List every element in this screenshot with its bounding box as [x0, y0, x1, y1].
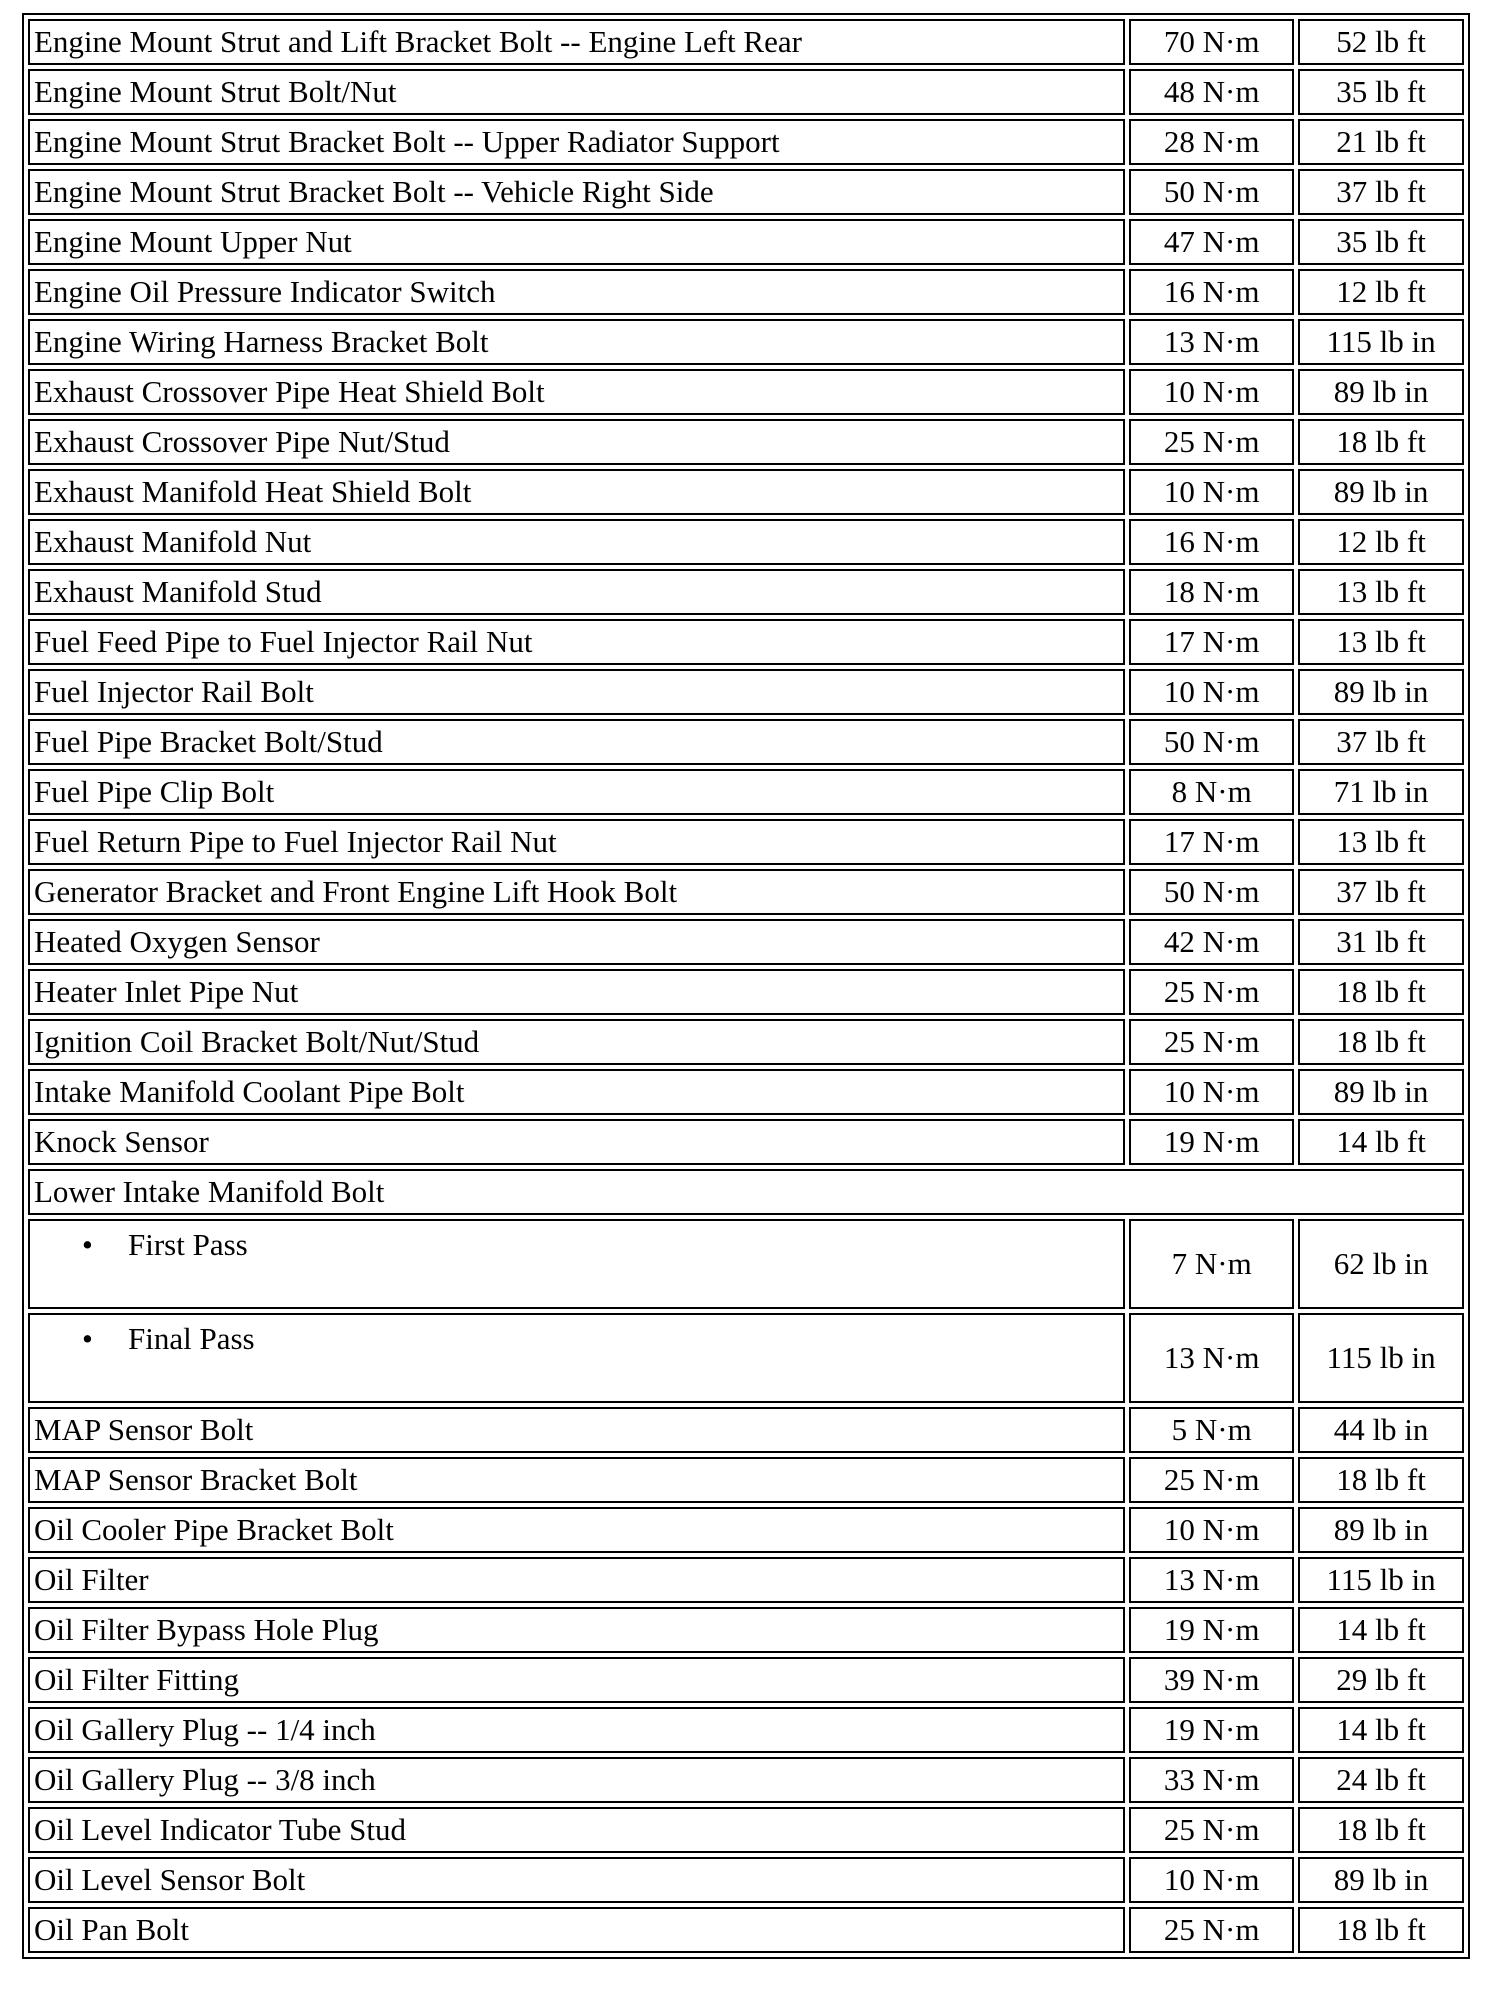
metric-torque: 10 N·m	[1129, 1069, 1294, 1115]
table-row	[28, 669, 1464, 715]
metric-torque: 50 N·m	[1129, 869, 1294, 915]
table-row	[28, 819, 1464, 865]
english-torque: 21 lb ft	[1298, 119, 1464, 165]
table-row	[28, 69, 1464, 115]
metric-torque: 10 N·m	[1129, 369, 1294, 415]
english-torque: 89 lb in	[1298, 369, 1464, 415]
pass-name: First Pass	[128, 1227, 248, 1262]
metric-torque: 10 N·m	[1129, 669, 1294, 715]
metric-torque: 13 N·m	[1129, 1557, 1294, 1603]
pass-name-cell	[28, 1313, 1125, 1403]
fastener-name: Oil Level Sensor Bolt	[28, 1857, 1125, 1903]
table-row	[28, 1557, 1464, 1603]
fastener-name: Exhaust Crossover Pipe Nut/Stud	[28, 419, 1125, 465]
pass-name: Final Pass	[128, 1321, 255, 1356]
english-torque: 18 lb ft	[1298, 419, 1464, 465]
metric-torque: 25 N·m	[1129, 969, 1294, 1015]
metric-torque: 42 N·m	[1129, 919, 1294, 965]
group-name: Lower Intake Manifold Bolt	[28, 1169, 1464, 1215]
table-row	[28, 1119, 1464, 1165]
metric-torque: 16 N·m	[1129, 269, 1294, 315]
torque-spec-body	[28, 19, 1464, 1953]
english-torque: 12 lb ft	[1298, 269, 1464, 315]
fastener-name: Engine Mount Upper Nut	[28, 219, 1125, 265]
table-row	[28, 1857, 1464, 1903]
fastener-name: Oil Gallery Plug -- 3/8 inch	[28, 1757, 1125, 1803]
english-torque: 115 lb in	[1298, 1313, 1464, 1403]
table-row	[28, 1069, 1464, 1115]
table-row	[28, 269, 1464, 315]
english-torque: 31 lb ft	[1298, 919, 1464, 965]
fastener-name: Oil Filter Fitting	[28, 1657, 1125, 1703]
fastener-name: Heated Oxygen Sensor	[28, 919, 1125, 965]
table-row	[28, 569, 1464, 615]
table-row	[28, 1757, 1464, 1803]
english-torque: 71 lb in	[1298, 769, 1464, 815]
fastener-name: Oil Filter Bypass Hole Plug	[28, 1607, 1125, 1653]
english-torque: 89 lb in	[1298, 1857, 1464, 1903]
fastener-name: Generator Bracket and Front Engine Lift Hook Bolt	[28, 869, 1125, 915]
metric-torque: 17 N·m	[1129, 619, 1294, 665]
metric-torque: 18 N·m	[1129, 569, 1294, 615]
fastener-name: Oil Filter	[28, 1557, 1125, 1603]
fastener-name: Exhaust Crossover Pipe Heat Shield Bolt	[28, 369, 1125, 415]
fastener-name: Engine Mount Strut Bracket Bolt -- Upper Radiator Support	[28, 119, 1125, 165]
english-torque: 52 lb ft	[1298, 19, 1464, 65]
fastener-name: Engine Oil Pressure Indicator Switch	[28, 269, 1125, 315]
fastener-name: Ignition Coil Bracket Bolt/Nut/Stud	[28, 1019, 1125, 1065]
table-row-pass	[28, 1219, 1464, 1309]
bullet-icon: •	[82, 1227, 93, 1262]
metric-torque: 10 N·m	[1129, 1507, 1294, 1553]
metric-torque: 39 N·m	[1129, 1657, 1294, 1703]
table-row	[28, 719, 1464, 765]
metric-torque: 10 N·m	[1129, 1857, 1294, 1903]
table-row	[28, 119, 1464, 165]
table-row	[28, 619, 1464, 665]
table-row	[28, 1407, 1464, 1453]
english-torque: 14 lb ft	[1298, 1607, 1464, 1653]
metric-torque: 7 N·m	[1129, 1219, 1294, 1309]
english-torque: 13 lb ft	[1298, 819, 1464, 865]
english-torque: 13 lb ft	[1298, 619, 1464, 665]
table-row	[28, 1457, 1464, 1503]
english-torque: 115 lb in	[1298, 319, 1464, 365]
fastener-name: Oil Level Indicator Tube Stud	[28, 1807, 1125, 1853]
table-row	[28, 869, 1464, 915]
english-torque: 37 lb ft	[1298, 869, 1464, 915]
metric-torque: 19 N·m	[1129, 1607, 1294, 1653]
metric-torque: 25 N·m	[1129, 1907, 1294, 1953]
metric-torque: 10 N·m	[1129, 469, 1294, 515]
english-torque: 37 lb ft	[1298, 719, 1464, 765]
english-torque: 18 lb ft	[1298, 1907, 1464, 1953]
english-torque: 24 lb ft	[1298, 1757, 1464, 1803]
english-torque: 89 lb in	[1298, 1069, 1464, 1115]
fastener-name: Engine Mount Strut Bracket Bolt -- Vehicle Right Side	[28, 169, 1125, 215]
table-row	[28, 469, 1464, 515]
metric-torque: 48 N·m	[1129, 69, 1294, 115]
table-row	[28, 919, 1464, 965]
table-row	[28, 1507, 1464, 1553]
metric-torque: 13 N·m	[1129, 1313, 1294, 1403]
fastener-name: MAP Sensor Bracket Bolt	[28, 1457, 1125, 1503]
torque-spec-table-container	[22, 13, 1470, 1959]
metric-torque: 19 N·m	[1129, 1119, 1294, 1165]
english-torque: 14 lb ft	[1298, 1119, 1464, 1165]
fastener-name: Fuel Pipe Bracket Bolt/Stud	[28, 719, 1125, 765]
table-row	[28, 419, 1464, 465]
table-row	[28, 1907, 1464, 1953]
metric-torque: 47 N·m	[1129, 219, 1294, 265]
table-row	[28, 519, 1464, 565]
table-row-group-header	[28, 1169, 1464, 1215]
table-row	[28, 369, 1464, 415]
fastener-name: Heater Inlet Pipe Nut	[28, 969, 1125, 1015]
fastener-name: Exhaust Manifold Stud	[28, 569, 1125, 615]
fastener-name: Fuel Injector Rail Bolt	[28, 669, 1125, 715]
fastener-name: Knock Sensor	[28, 1119, 1125, 1165]
english-torque: 18 lb ft	[1298, 1019, 1464, 1065]
bullet-icon: •	[82, 1321, 93, 1356]
table-row	[28, 1607, 1464, 1653]
english-torque: 12 lb ft	[1298, 519, 1464, 565]
english-torque: 44 lb in	[1298, 1407, 1464, 1453]
metric-torque: 25 N·m	[1129, 1457, 1294, 1503]
metric-torque: 17 N·m	[1129, 819, 1294, 865]
fastener-name: Intake Manifold Coolant Pipe Bolt	[28, 1069, 1125, 1115]
english-torque: 29 lb ft	[1298, 1657, 1464, 1703]
metric-torque: 8 N·m	[1129, 769, 1294, 815]
fastener-name: Fuel Return Pipe to Fuel Injector Rail Nut	[28, 819, 1125, 865]
english-torque: 35 lb ft	[1298, 69, 1464, 115]
fastener-name: Engine Mount Strut and Lift Bracket Bolt -- Engine Left Rear	[28, 19, 1125, 65]
table-row	[28, 19, 1464, 65]
english-torque: 18 lb ft	[1298, 969, 1464, 1015]
metric-torque: 50 N·m	[1129, 169, 1294, 215]
english-torque: 18 lb ft	[1298, 1457, 1464, 1503]
english-torque: 14 lb ft	[1298, 1707, 1464, 1753]
table-row	[28, 769, 1464, 815]
table-row	[28, 319, 1464, 365]
table-row	[28, 169, 1464, 215]
english-torque: 37 lb ft	[1298, 169, 1464, 215]
table-row	[28, 1807, 1464, 1853]
table-row	[28, 1019, 1464, 1065]
table-row	[28, 1657, 1464, 1703]
english-torque: 89 lb in	[1298, 469, 1464, 515]
english-torque: 89 lb in	[1298, 669, 1464, 715]
english-torque: 115 lb in	[1298, 1557, 1464, 1603]
english-torque: 18 lb ft	[1298, 1807, 1464, 1853]
fastener-name: Fuel Pipe Clip Bolt	[28, 769, 1125, 815]
table-row	[28, 219, 1464, 265]
fastener-name: Oil Gallery Plug -- 1/4 inch	[28, 1707, 1125, 1753]
english-torque: 35 lb ft	[1298, 219, 1464, 265]
fastener-name: MAP Sensor Bolt	[28, 1407, 1125, 1453]
metric-torque: 13 N·m	[1129, 319, 1294, 365]
table-row-pass	[28, 1313, 1464, 1403]
english-torque: 13 lb ft	[1298, 569, 1464, 615]
metric-torque: 19 N·m	[1129, 1707, 1294, 1753]
fastener-name: Oil Pan Bolt	[28, 1907, 1125, 1953]
fastener-name: Engine Mount Strut Bolt/Nut	[28, 69, 1125, 115]
metric-torque: 50 N·m	[1129, 719, 1294, 765]
fastener-name: Exhaust Manifold Heat Shield Bolt	[28, 469, 1125, 515]
metric-torque: 70 N·m	[1129, 19, 1294, 65]
metric-torque: 25 N·m	[1129, 1019, 1294, 1065]
metric-torque: 25 N·m	[1129, 419, 1294, 465]
table-row	[28, 969, 1464, 1015]
fastener-name: Oil Cooler Pipe Bracket Bolt	[28, 1507, 1125, 1553]
fastener-name: Fuel Feed Pipe to Fuel Injector Rail Nut	[28, 619, 1125, 665]
torque-spec-table	[22, 13, 1470, 1959]
metric-torque: 33 N·m	[1129, 1757, 1294, 1803]
metric-torque: 28 N·m	[1129, 119, 1294, 165]
fastener-name: Engine Wiring Harness Bracket Bolt	[28, 319, 1125, 365]
english-torque: 62 lb in	[1298, 1219, 1464, 1309]
metric-torque: 16 N·m	[1129, 519, 1294, 565]
english-torque: 89 lb in	[1298, 1507, 1464, 1553]
metric-torque: 5 N·m	[1129, 1407, 1294, 1453]
pass-name-cell	[28, 1219, 1125, 1309]
metric-torque: 25 N·m	[1129, 1807, 1294, 1853]
fastener-name: Exhaust Manifold Nut	[28, 519, 1125, 565]
table-row	[28, 1707, 1464, 1753]
